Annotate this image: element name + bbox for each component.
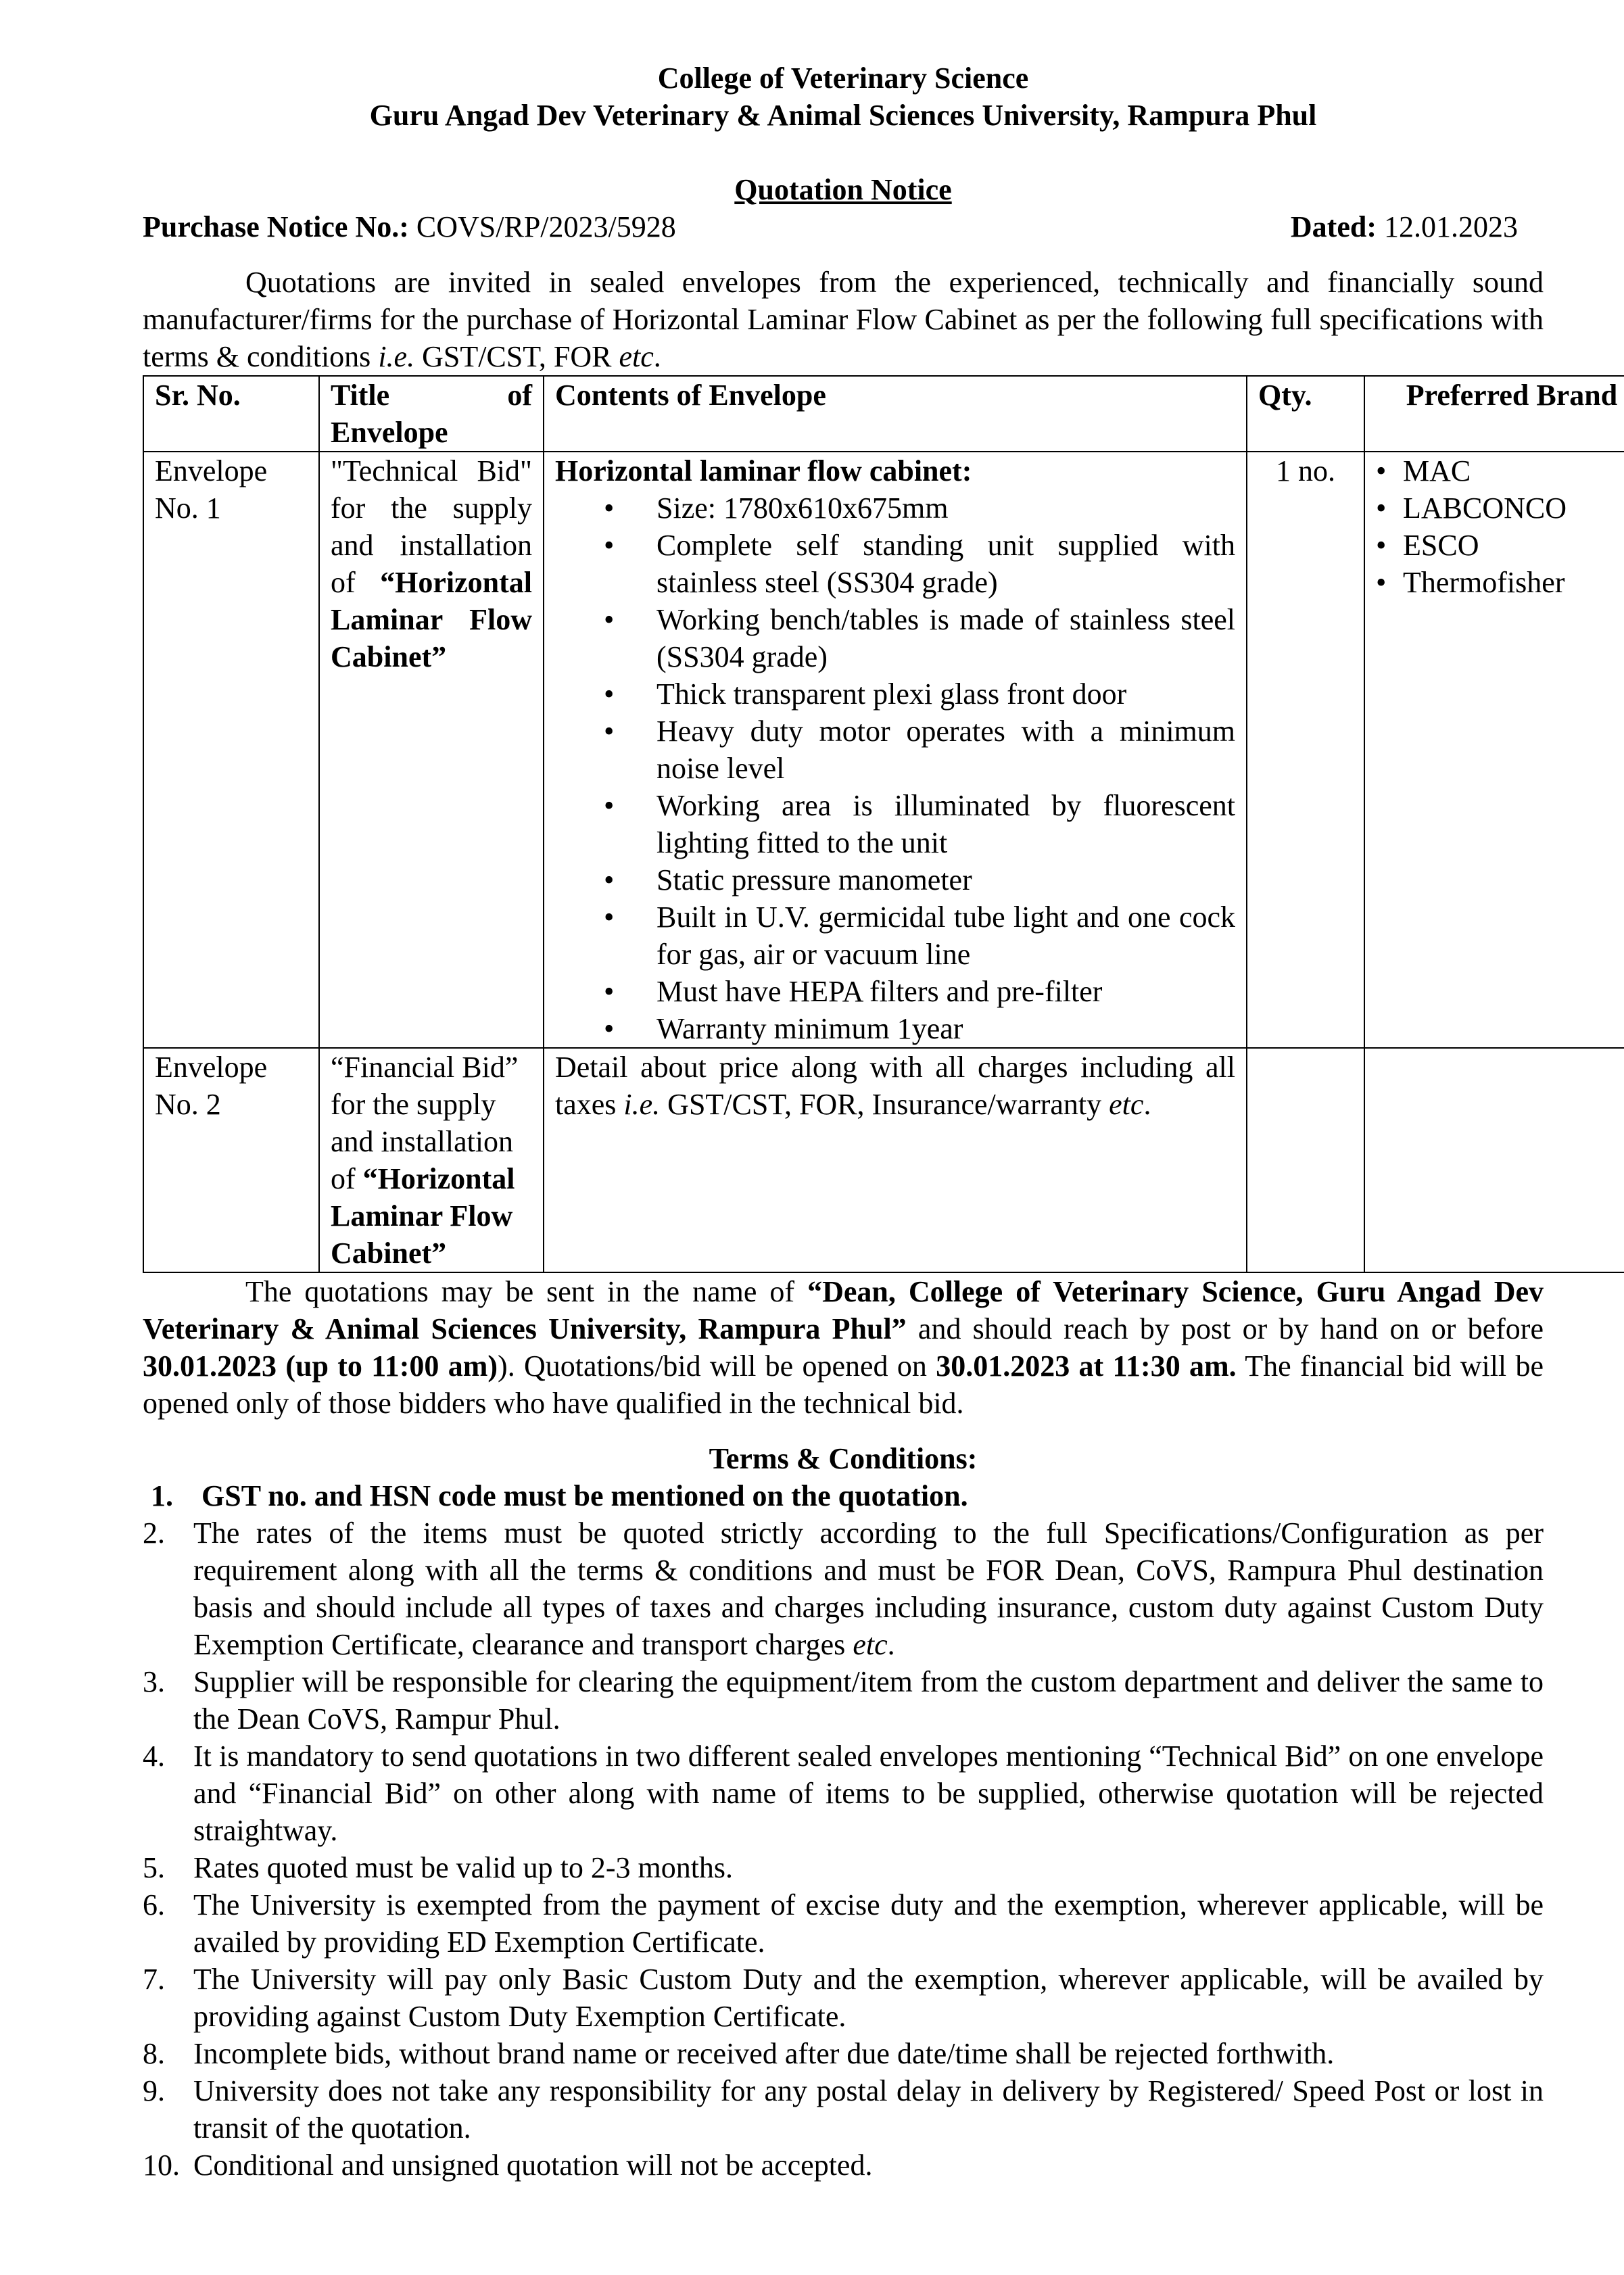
intro-text: Quotations are invited in sealed envelopes from the experienced, technically and financially sound manufacturer/firms for the purchase of Horizontal Laminar Flow Cabinet as per the following full specifications with terms & conditions bbox=[143, 266, 1544, 373]
university-name: Guru Angad Dev Veterinary & Animal Sciences University, Rampura Phul bbox=[369, 99, 1317, 132]
term-number: 10. bbox=[143, 2149, 180, 2182]
list-item: • Built in U.V. germicidal tube light and one cock for gas, air or vacuum line bbox=[555, 899, 1235, 973]
submission-paragraph bbox=[143, 1273, 1544, 1422]
list-item bbox=[143, 2147, 1544, 2184]
intro-text-2: GST/CST, FOR bbox=[414, 340, 619, 373]
term-text: GST no. and HSN code must be mentioned on the quotation. bbox=[201, 1479, 968, 1512]
list-item bbox=[143, 2035, 1544, 2072]
row1-brands bbox=[1364, 452, 1624, 1048]
terms-list bbox=[143, 1477, 1544, 2184]
row2-brand bbox=[1364, 1048, 1624, 1272]
term-text: Incomplete bids, without brand name or received after due date/time shall be rejected forthwith. bbox=[193, 2037, 1335, 2070]
term-text: Conditional and unsigned quotation will not be accepted. bbox=[193, 2149, 873, 2182]
term-number: 1. bbox=[151, 1479, 173, 1512]
row1-title bbox=[319, 452, 544, 1048]
submission-text: The quotations may be sent in the name of bbox=[245, 1275, 808, 1308]
submission-text-4: The financial bid will be opened only of those bidders who have qualified in the technical bid. bbox=[143, 1349, 1544, 1420]
header-brand: Preferred Brand bbox=[1364, 376, 1624, 452]
notice-meta-row bbox=[143, 208, 1544, 245]
term-number: 4. bbox=[143, 1740, 165, 1773]
envelope-table bbox=[143, 375, 1624, 1273]
list-item bbox=[143, 1738, 1544, 1849]
terms-heading: Terms & Conditions: bbox=[709, 1442, 978, 1475]
term-etc: etc bbox=[853, 1628, 888, 1661]
list-item: • LABCONCO bbox=[1376, 489, 1624, 527]
row2-contents bbox=[544, 1048, 1247, 1272]
term-text: It is mandatory to send quotations in two different sealed envelopes mentioning “Technical Bid” on one envelope and “Financial Bid” on other along with name of items to be supplied, otherwise quotation will be rejected straightway. bbox=[193, 1740, 1544, 1847]
header-title-text: Title of Envelope bbox=[331, 379, 532, 449]
term-period: . bbox=[887, 1628, 895, 1661]
brand-list bbox=[1376, 452, 1624, 601]
term-text: The University will pay only Basic Custom Duty and the exemption, wherever applicable, will be availed by providing against Custom Duty Exemption Certificate. bbox=[193, 1963, 1544, 2033]
college-name: College of Veterinary Science bbox=[657, 62, 1029, 95]
notice-title: Quotation Notice bbox=[734, 173, 952, 206]
purchase-notice bbox=[143, 208, 676, 245]
row2-title-plain: “Financial Bid” for the supply and installation of bbox=[331, 1051, 519, 1195]
table-row bbox=[143, 1048, 1624, 1272]
term-text: Supplier will be responsible for clearing the equipment/item from the custom department and deliver the same to the Dean CoVS, Rampur Phul. bbox=[193, 1665, 1544, 1735]
row1-title-plain: "Technical Bid" for the supply and installation of bbox=[331, 454, 532, 599]
term-text: University does not take any responsibility for any postal delay in delivery by Registered/ Speed Post or lost in transit of the quotation. bbox=[193, 2074, 1544, 2145]
list-item bbox=[143, 2072, 1544, 2147]
term-number: 6. bbox=[143, 1888, 165, 1921]
table-header-row bbox=[143, 376, 1624, 452]
term-text: The rates of the items must be quoted strictly according to the full Specifications/Configuration as per requirement along with all the terms & conditions and must be FOR Dean, CoVS, Rampura Phul destination basis and should include all types of taxes and charges including insurance, custom duty against Custom Duty Exemption Certificate, clearance and transport charges bbox=[193, 1516, 1544, 1661]
list-item bbox=[143, 1961, 1544, 2035]
row2-period: . bbox=[1143, 1088, 1151, 1121]
notice-date bbox=[1291, 208, 1544, 245]
list-item bbox=[143, 1477, 1544, 1514]
intro-ie: i.e. bbox=[378, 340, 415, 373]
row1-qty: 1 no. bbox=[1247, 452, 1364, 1048]
list-item: • Thermofisher bbox=[1376, 564, 1624, 601]
list-item: • Static pressure manometer bbox=[555, 861, 1235, 899]
row2-etc: etc bbox=[1109, 1088, 1144, 1121]
row2-title bbox=[319, 1048, 544, 1272]
header-qty: Qty. bbox=[1247, 376, 1364, 452]
list-item bbox=[143, 1886, 1544, 1961]
submission-deadline: 30.01.2023 (up to 11:00 am) bbox=[143, 1349, 498, 1383]
submission-text-2: and should reach by post or by hand on or before bbox=[906, 1312, 1544, 1345]
term-number: 5. bbox=[143, 1851, 165, 1884]
term-number: 3. bbox=[143, 1665, 165, 1698]
row2-qty bbox=[1247, 1048, 1364, 1272]
intro-paragraph bbox=[143, 264, 1544, 375]
row2-ie: i.e. bbox=[623, 1088, 661, 1121]
row1-contents bbox=[544, 452, 1247, 1048]
row2-contents-text-2: GST/CST, FOR, Insurance/warranty bbox=[660, 1088, 1109, 1121]
list-item: • Working bench/tables is made of stainless steel (SS304 grade) bbox=[555, 601, 1235, 675]
header-title bbox=[319, 376, 544, 452]
row1-sr: Envelope No. 1 bbox=[143, 452, 319, 1048]
list-item: • Must have HEPA filters and pre-filter bbox=[555, 973, 1235, 1010]
header-sr-no: Sr. No. bbox=[143, 376, 319, 452]
row2-contents-text: Detail about price along with all charges including all taxes bbox=[555, 1051, 1235, 1121]
list-item: • Complete self standing unit supplied with stainless steel (SS304 grade) bbox=[555, 527, 1235, 601]
header-contents: Contents of Envelope bbox=[544, 376, 1247, 452]
list-item: • Working area is illuminated by fluorescent lighting fitted to the unit bbox=[555, 787, 1235, 861]
term-number: 7. bbox=[143, 1963, 165, 1996]
intro-period: . bbox=[653, 340, 661, 373]
row1-contents-heading: Horizontal laminar flow cabinet: bbox=[555, 454, 972, 487]
dated-label: Dated: bbox=[1290, 210, 1377, 243]
list-item: • Warranty minimum 1year bbox=[555, 1010, 1235, 1047]
term-text: The University is exempted from the payment of excise duty and the exemption, wherever applicable, will be availed by providing ED Exemption Certificate. bbox=[193, 1888, 1544, 1959]
list-item bbox=[143, 1514, 1544, 1663]
list-item bbox=[143, 1849, 1544, 1886]
submission-opening: 30.01.2023 at 11:30 am. bbox=[936, 1349, 1237, 1383]
intro-etc: etc bbox=[619, 340, 654, 373]
spec-list bbox=[555, 489, 1235, 1047]
list-item: • Thick transparent plexi glass front door bbox=[555, 675, 1235, 713]
list-item: • Size: 1780x610x675mm bbox=[555, 489, 1235, 527]
list-item: • Heavy duty motor operates with a minimum noise level bbox=[555, 713, 1235, 787]
row2-sr: Envelope No. 2 bbox=[143, 1048, 319, 1272]
list-item bbox=[143, 1663, 1544, 1738]
list-item: • MAC bbox=[1376, 452, 1624, 489]
submission-text-3: ). Quotations/bid will be opened on bbox=[498, 1349, 936, 1383]
purchase-notice-label: Purchase Notice No.: bbox=[143, 210, 409, 243]
term-number: 9. bbox=[143, 2074, 165, 2107]
term-number: 2. bbox=[143, 1516, 165, 1550]
row2-title-bold: “Horizontal Laminar Flow Cabinet” bbox=[331, 1162, 515, 1270]
list-item: • ESCO bbox=[1376, 527, 1624, 564]
table-row bbox=[143, 452, 1624, 1048]
term-number: 8. bbox=[143, 2037, 165, 2070]
term-text: Rates quoted must be valid up to 2-3 months. bbox=[193, 1851, 734, 1884]
submission-addressee: “Dean, College of Veterinary Science, Guru Angad Dev Veterinary & Animal Sciences University, Rampura Phul” bbox=[143, 1275, 1544, 1345]
purchase-notice-number: COVS/RP/2023/5928 bbox=[408, 210, 676, 243]
document-content bbox=[143, 59, 1618, 2184]
dated-value: 12.01.2023 bbox=[1377, 210, 1518, 243]
row1-title-bold: “Horizontal Laminar Flow Cabinet” bbox=[331, 566, 532, 673]
